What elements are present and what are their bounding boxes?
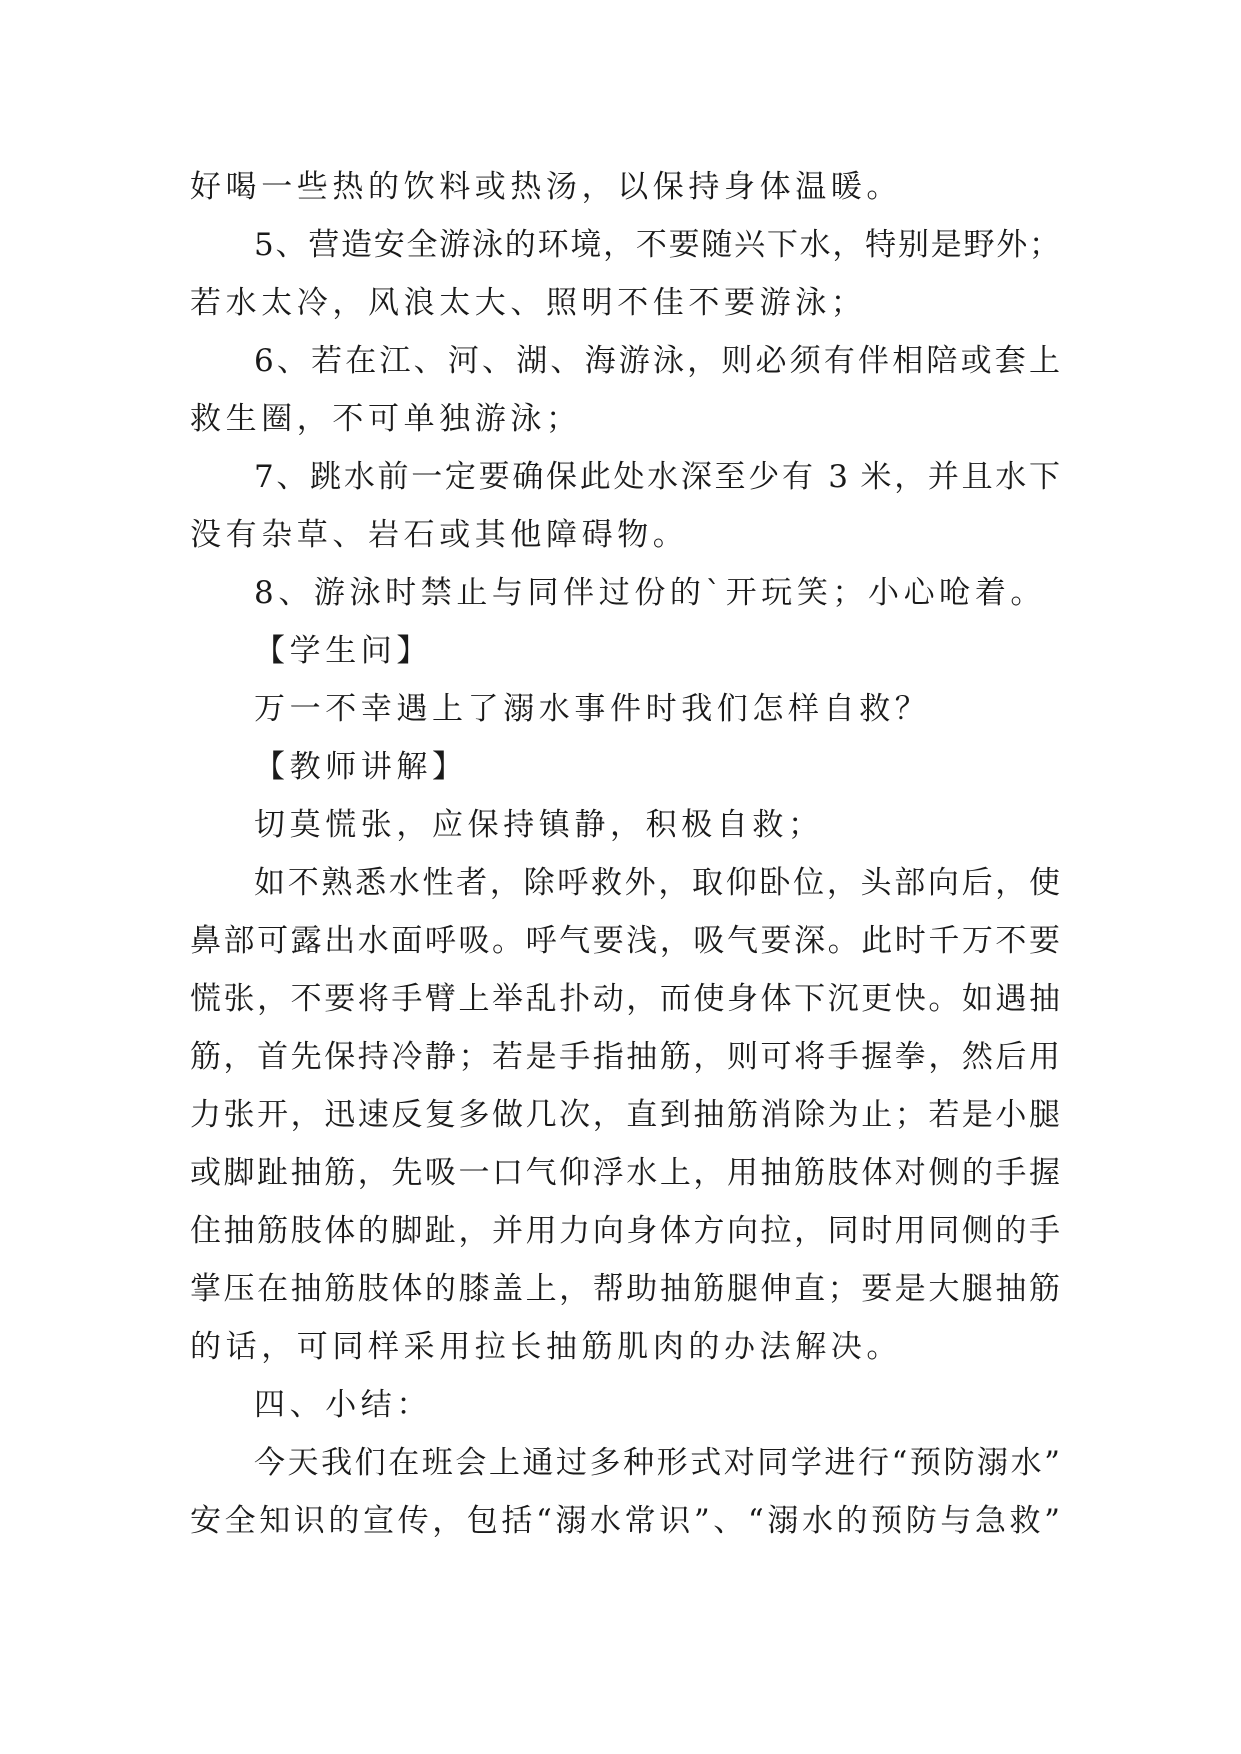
text-line-1: 好喝一些热的饮料或热汤，以保持身体温暖。 (190, 169, 902, 205)
text-line-8: 8、游泳时禁止与同伴过份的`开玩笑；小心呛着。 (254, 575, 1047, 611)
text-line-15: 慌张，不要将手臂上举乱扑动，而使身体下沉更快。如遇抽 (190, 981, 1060, 1017)
text-line-4: 6、若在江、河、湖、海游泳，则必须有伴相陪或套上 (254, 343, 1060, 379)
section-heading-teacher-explanation: 【教师讲解】 (254, 749, 468, 785)
text-line-12: 切莫慌张，应保持镇静，积极自救； (254, 807, 824, 843)
text-line-13: 如不熟悉水性者，除呼救外，取仰卧位，头部向后，使 (254, 865, 1060, 901)
section-heading-summary: 四、小结： (254, 1387, 432, 1423)
text-line-16: 筋，首先保持冷静；若是手指抽筋，则可将手握拳，然后用 (190, 1039, 1060, 1075)
section-heading-student-question: 【学生问】 (254, 633, 432, 669)
text-line-6: 7、跳水前一定要确保此处水深至少有 3 米，并且水下 (254, 459, 1060, 495)
text-line-23: 今天我们在班会上通过多种形式对同学进行“预防溺水” (254, 1445, 1060, 1481)
text-line-19: 住抽筋肢体的脚趾，并用力向身体方向拉，同时用同侧的手 (190, 1213, 1060, 1249)
text-line-10: 万一不幸遇上了溺水事件时我们怎样自救？ (254, 691, 931, 727)
text-line-20: 掌压在抽筋肢体的膝盖上，帮助抽筋腿伸直；要是大腿抽筋 (190, 1271, 1060, 1307)
text-line-7: 没有杂草、岩石或其他障碍物。 (190, 517, 689, 553)
text-line-14: 鼻部可露出水面呼吸。呼气要浅，吸气要深。此时千万不要 (190, 923, 1060, 959)
text-line-24: 安全知识的宣传，包括“溺水常识”、“溺水的预防与急救” (190, 1503, 1060, 1539)
text-line-3: 若水太冷，风浪太大、照明不佳不要游泳； (190, 285, 867, 321)
text-line-5: 救生圈，不可单独游泳； (190, 401, 582, 437)
text-line-17: 力张开，迅速反复多做几次，直到抽筋消除为止；若是小腿 (190, 1097, 1060, 1133)
text-line-18: 或脚趾抽筋，先吸一口气仰浮水上，用抽筋肢体对侧的手握 (190, 1155, 1060, 1191)
text-line-21: 的话，可同样采用拉长抽筋肌肉的办法解决。 (190, 1329, 902, 1365)
text-line-2: 5、营造安全游泳的环境，不要随兴下水，特别是野外； (254, 227, 1060, 263)
